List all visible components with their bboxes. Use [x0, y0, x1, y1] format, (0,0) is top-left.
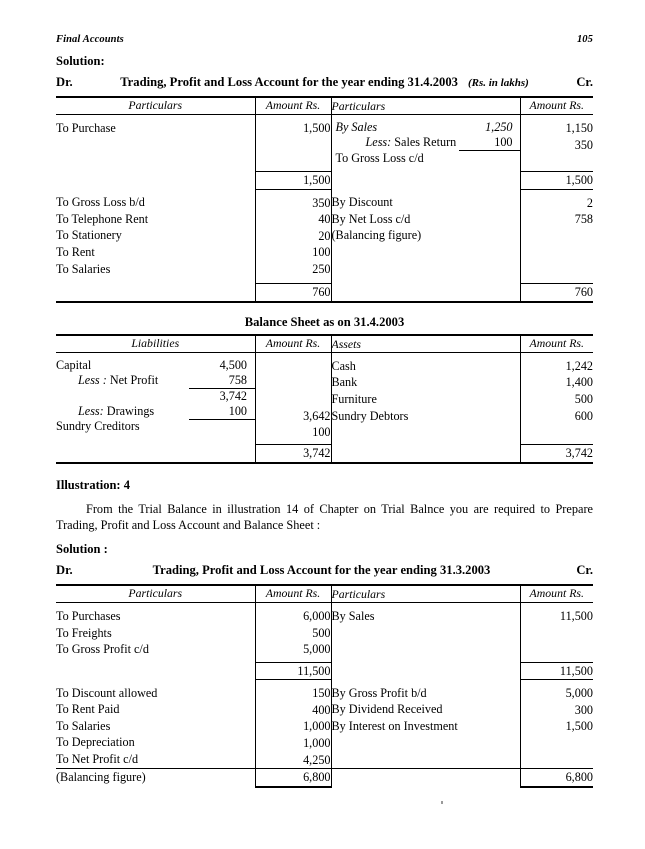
account-title-1: Trading, Profit and Loss Account for the year ending 31.4.2003: [120, 75, 458, 89]
table1-block1-total-credit: 1,500: [520, 172, 593, 190]
table-row: By Discount: [331, 195, 393, 210]
table-cell-amount: 11,500: [559, 609, 593, 624]
table-cell-amount: 6,000: [303, 609, 331, 624]
header-particulars-right-1: Particulars: [331, 97, 520, 115]
table1-block2-debit-amounts: [255, 189, 331, 277]
table1-block1-credit-items: [331, 115, 520, 166]
header-liabilities: Liabilities: [56, 335, 255, 353]
table-row: By Sales: [331, 609, 375, 624]
table-row: To Discount allowed: [56, 685, 158, 700]
liability-label-rest: Drawings: [103, 403, 155, 418]
table1-block1-credit-amounts: [520, 115, 593, 166]
trading-pl-account-table-1: [56, 96, 593, 303]
table-row: To Stationery: [56, 228, 122, 243]
table-cell-amount: 1,000: [303, 735, 331, 750]
less-label: Less:: [78, 403, 104, 418]
trading-pl-account-table-2: [56, 584, 593, 787]
table-row: By Dividend Received: [331, 702, 443, 717]
table2-block1-debit-amounts: [255, 603, 331, 658]
liability-label: Capital: [56, 357, 92, 372]
less-label: Less :: [78, 372, 107, 387]
debit-side-label-1: Dr.: [56, 75, 73, 89]
table1-header-row: [56, 97, 593, 115]
balancing-figure-label: (Balancing figure): [56, 769, 255, 787]
table2-block2-debit-amounts: [255, 680, 331, 769]
credit-side-label-1: Cr.: [576, 75, 593, 89]
table-row: [336, 151, 521, 166]
balance-sheet-liabilities: [56, 352, 255, 440]
table-cell-amount: 1,500: [565, 719, 593, 734]
account-title-line-2: [56, 563, 593, 580]
table2-block1-total-debit: 11,500: [255, 662, 331, 680]
liability-subvalue: 4,500: [219, 357, 247, 372]
page-number: 105: [576, 34, 593, 45]
table-row: Furniture: [331, 391, 377, 406]
table-row: To Salaries: [56, 718, 111, 733]
table-cell-amount: 500: [574, 391, 593, 406]
table-cell-amount: 400: [312, 702, 331, 717]
header-amount-left-bs: Amount Rs.: [255, 335, 331, 353]
table-cell-amount: 4,250: [303, 752, 331, 767]
running-head: [56, 34, 593, 45]
balance-sheet-title: Balance Sheet as on 31.4.2003: [244, 314, 405, 329]
table-row: [56, 419, 255, 434]
table2-block1-credit-items: [331, 603, 520, 658]
balance-sheet-assets: [331, 352, 520, 440]
table-row: To Gross Loss b/d: [56, 195, 145, 210]
table-cell-amount: 2: [586, 195, 593, 210]
credit-item-subvalue: 100: [459, 135, 521, 151]
table-row: To Freights: [56, 625, 112, 640]
table1-block1-row: [56, 115, 593, 166]
balance-sheet-totals: [56, 445, 593, 463]
account-title-2: Trading, Profit and Loss Account for the year ending 31.3.2003: [152, 563, 491, 578]
table1-block2-debit-items: [56, 189, 255, 277]
header-assets: Assets: [331, 335, 520, 353]
credit-subcolumn-1: [336, 120, 521, 166]
liability-subvalue: 3,742: [219, 388, 247, 403]
table-row: (Balancing figure): [331, 228, 422, 243]
liability-label: [56, 388, 189, 404]
table2-block1-debit-items: [56, 603, 255, 658]
table1-block2-credit-items: [331, 189, 520, 277]
table-row: [56, 404, 255, 420]
table2-block2-total-credit: 6,800: [520, 769, 593, 787]
table-row: By Net Loss c/d: [331, 211, 411, 226]
table1-block1-debit-amounts: [255, 115, 331, 166]
table1-block2-row: [56, 189, 593, 277]
solution-label-1: Solution:: [56, 54, 105, 68]
table-cell-amount: 100: [312, 425, 331, 440]
balance-sheet-total-left: 3,742: [255, 445, 331, 463]
table-cell-amount: 20: [318, 228, 331, 243]
table-row: [56, 373, 255, 389]
table2-block2-total-debit: 6,800: [255, 769, 331, 787]
table2-block2-debit-items: [56, 680, 255, 769]
table-cell-amount: 1,242: [565, 358, 593, 373]
table2-header-row: [56, 585, 593, 603]
solution-label-2: Solution :: [56, 542, 108, 557]
table-row: [56, 388, 255, 404]
table2-block1-row: [56, 603, 593, 658]
table-cell-amount: 1,150: [565, 121, 593, 136]
table1-block1-debit-items: [56, 115, 255, 166]
liability-label: [56, 373, 189, 389]
credit-item-label: To Gross Loss c/d: [335, 150, 424, 165]
table-cell-amount: 100: [312, 245, 331, 260]
balance-sheet-total-right: 3,742: [520, 445, 593, 463]
account-title-line-1: [56, 75, 593, 92]
header-particulars-left-1: Particulars: [56, 97, 255, 115]
table-cell-amount: 350: [574, 137, 593, 152]
credit-item-label: By Sales: [335, 120, 378, 135]
balance-sheet-header-row: [56, 335, 593, 353]
table2-block1-totals: [56, 662, 593, 680]
debit-side-label-2: Dr.: [56, 563, 73, 578]
liability-subvalue: [189, 419, 255, 434]
page-speck: [441, 801, 443, 804]
running-head-title: Final Accounts: [56, 34, 124, 45]
credit-item-subvalue: 1,250: [485, 120, 513, 135]
table-cell-amount: 5,000: [303, 642, 331, 657]
liability-label: Sundry Creditors: [56, 419, 140, 434]
table-row: To Telephone Rent: [56, 211, 149, 226]
liability-subvalue: 100: [189, 404, 255, 420]
table-cell-amount: 600: [574, 408, 593, 423]
credit-item-label: [336, 135, 459, 151]
table-row: To Depreciation: [56, 735, 135, 750]
header-amount-right-bs: Amount Rs.: [520, 335, 593, 353]
header-amount-left-2: Amount Rs.: [255, 585, 331, 603]
table-cell-amount: 150: [312, 686, 331, 701]
header-amount-right-2: Amount Rs.: [520, 585, 593, 603]
liability-label-rest: Net Profit: [106, 372, 159, 387]
table2-block1-credit-amounts: [520, 603, 593, 658]
header-particulars-left-2: Particulars: [56, 585, 255, 603]
header-amount-right-1: Amount Rs.: [520, 97, 593, 115]
table2-block2-credit-amounts: [520, 680, 593, 769]
page-content: [56, 34, 593, 788]
table1-block2-total-credit: 760: [520, 284, 593, 302]
table-row: [336, 135, 521, 151]
balance-sheet-body-row: [56, 352, 593, 440]
liability-label: [56, 404, 189, 420]
table1-block2-credit-amounts: [520, 189, 593, 277]
table-row: Cash: [331, 358, 356, 373]
table-row: [336, 120, 521, 135]
table2-block2-row: [56, 680, 593, 769]
table-row: To Purchase: [56, 121, 116, 136]
table-cell-amount: 3,642: [303, 408, 331, 423]
credit-side-label-2: Cr.: [576, 563, 593, 578]
table-cell-amount: 300: [574, 702, 593, 717]
table-row: To Rent: [56, 244, 95, 259]
credit-item-label-rest: Sales Return: [391, 135, 457, 150]
table1-block1-total-debit: 1,500: [255, 172, 331, 190]
table-cell-amount: 1,000: [303, 719, 331, 734]
table-row: To Gross Profit c/d: [56, 642, 149, 657]
table-row: To Salaries: [56, 261, 111, 276]
table1-block1-totals: [56, 172, 593, 190]
table-row: To Net Profit c/d: [56, 752, 139, 766]
table-row: By Interest on Investment: [331, 718, 458, 733]
table-cell-amount: 500: [312, 625, 331, 640]
table2-block2-credit-items: [331, 680, 520, 769]
table2-block1-total-credit: 11,500: [520, 662, 593, 680]
table1-block2-totals: [56, 284, 593, 302]
illustration-label: Illustration: 4: [56, 477, 130, 492]
header-particulars-right-2: Particulars: [331, 585, 520, 603]
table-cell-amount: 1,400: [565, 375, 593, 390]
illustration-body: From the Trial Balance in illustration 14 of Chapter on Trial Balnce you are required to Prepare Trading, Profit and Loss Account and Balance Sheet :: [56, 501, 593, 532]
liabilities-subcolumn: [56, 358, 255, 435]
table-cell-amount: 250: [312, 262, 331, 276]
table-cell-amount: 5,000: [565, 686, 593, 701]
table-cell-amount: 40: [318, 212, 331, 227]
account-units-1: (Rs. in lakhs): [467, 77, 529, 89]
header-amount-left-1: Amount Rs.: [255, 97, 331, 115]
table-row: Sundry Debtors: [331, 408, 409, 423]
table-row: [56, 358, 255, 373]
balance-sheet-liability-amounts: [255, 352, 331, 440]
credit-item-subvalue: [459, 151, 521, 166]
table-cell-amount: 758: [574, 212, 593, 227]
table-cell-amount: 350: [312, 195, 331, 210]
table2-block2-totals: [56, 769, 593, 787]
table-row: By Gross Profit b/d: [331, 685, 427, 700]
balance-sheet-asset-amounts: [520, 352, 593, 440]
less-label: Less:: [365, 135, 392, 150]
table-row: Bank: [331, 375, 358, 390]
liability-subvalue: 758: [189, 373, 255, 389]
table-cell-amount: 1,500: [303, 121, 331, 136]
table1-block2-total-debit: 760: [255, 284, 331, 302]
table-row: To Rent Paid: [56, 702, 120, 717]
balance-sheet-table: [56, 334, 593, 464]
table-row: To Purchases: [56, 609, 121, 624]
